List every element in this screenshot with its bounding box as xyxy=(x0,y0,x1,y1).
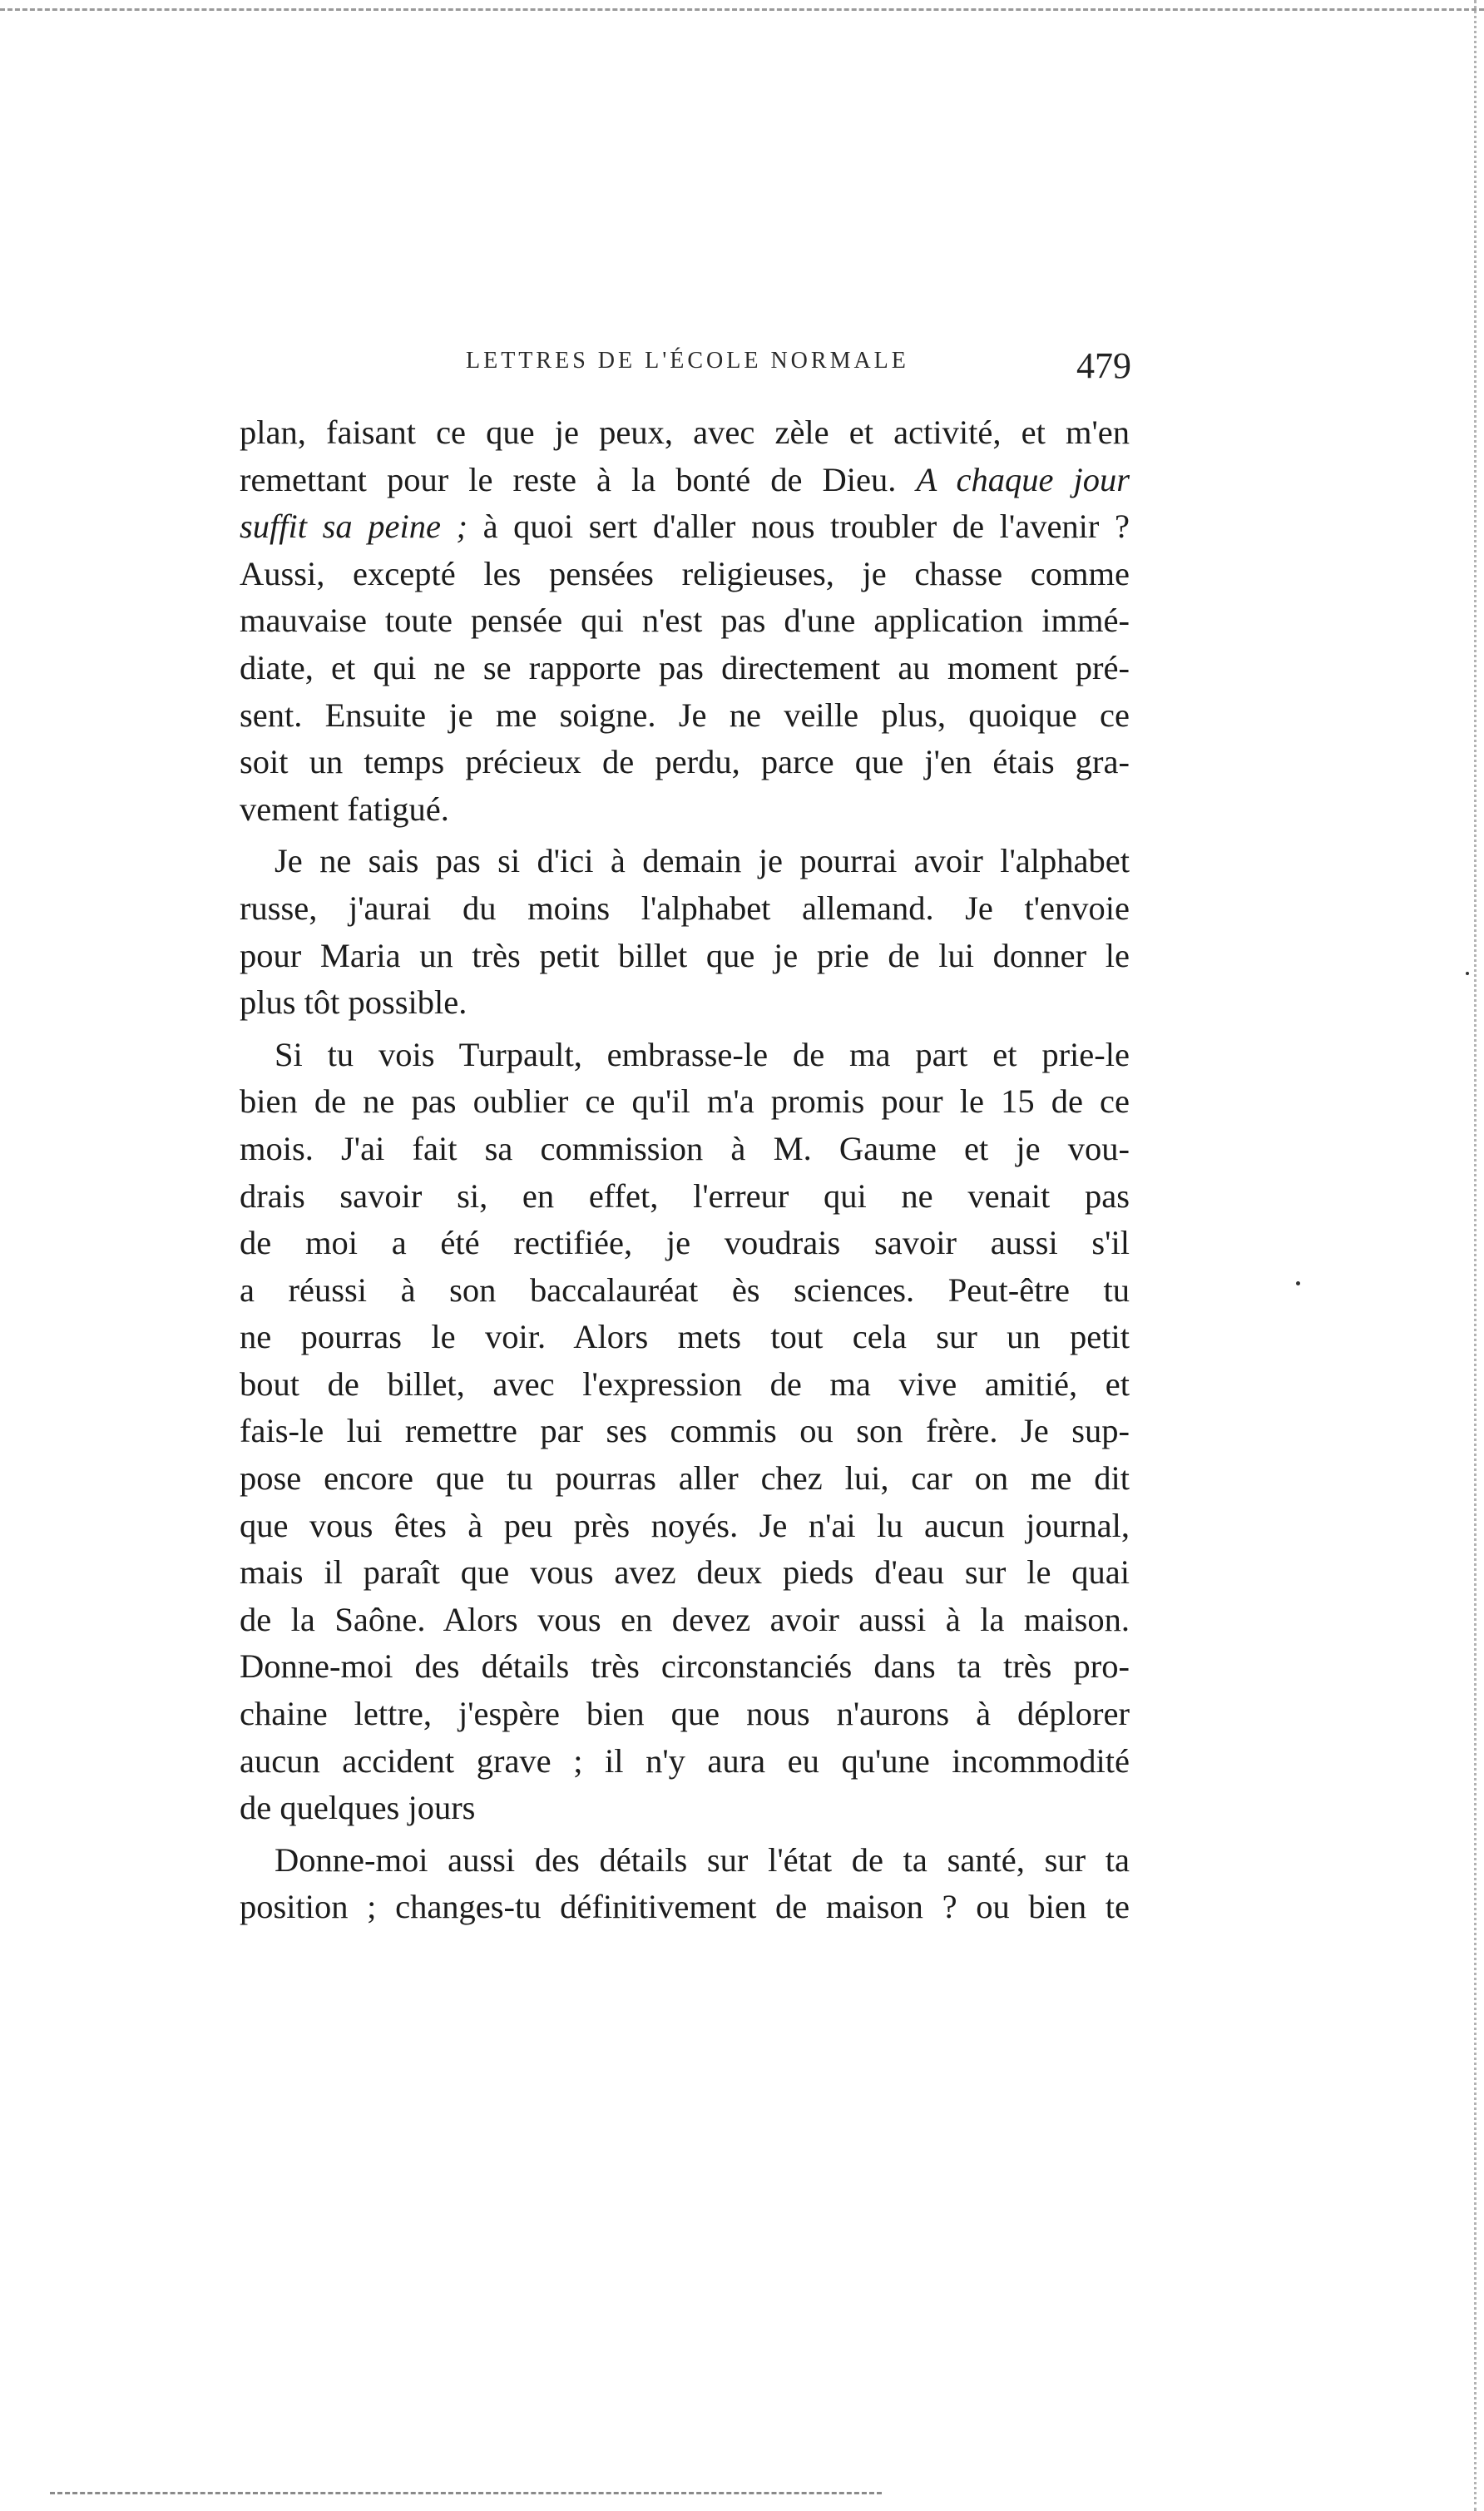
page-number: 479 xyxy=(1076,345,1131,386)
text-line: a réussi à son baccalauréat ès sciences. Peut-être tu xyxy=(240,1270,1130,1309)
text-line: pose encore que tu pourras aller chez lui, car on me dit xyxy=(240,1459,1130,1498)
text-line: Donne-moi des détails très circonstanciés dans ta très pro- xyxy=(240,1647,1130,1686)
text-line: chaine lettre, j'espère bien que nous n'aurons à déplorer xyxy=(240,1695,1130,1733)
text-line: de la Saône. Alors vous en devez avoir aussi à la maison. xyxy=(240,1600,1130,1638)
text-line: bout de billet, avec l'expression de ma vive amitié, et xyxy=(240,1364,1130,1403)
ink-speck xyxy=(1296,1281,1300,1285)
scan-edge-bottom xyxy=(50,2492,882,2494)
text-line: position ; changes-tu définitivement de maison ? ou bien te xyxy=(240,1888,1130,1926)
scan-edge-right xyxy=(1474,0,1477,2511)
ink-speck xyxy=(1466,972,1469,975)
text-line: Je ne sais pas si d'ici à demain je pourrai avoir l'alphabet xyxy=(275,842,1130,880)
text-line: de moi a été rectifiée, je voudrais savoir aussi s'il xyxy=(240,1224,1130,1262)
text-line: bien de ne pas oublier ce qu'il m'a promis pour le 15 de ce xyxy=(240,1082,1130,1121)
text-line: plus tôt possible. xyxy=(240,983,467,1022)
text-line: pour Maria un très petit billet que je prie de lui donner le xyxy=(240,936,1130,974)
text-line: que vous êtes à peu près noyés. Je n'ai lu aucun journal, xyxy=(240,1506,1130,1544)
text-line: russe, j'aurai du moins l'alphabet allemand. Je t'envoie xyxy=(240,889,1130,927)
text-line: fais-le lui remettre par ses commis ou son frère. Je sup- xyxy=(240,1412,1130,1450)
text-line: de quelques jours xyxy=(240,1789,476,1827)
text-line: vement fatigué. xyxy=(240,790,449,828)
body-text xyxy=(240,409,1130,1931)
running-title: LETTRES DE L'ÉCOLE NORMALE xyxy=(466,348,909,374)
italic-phrase: A chaque jour xyxy=(916,460,1130,498)
text-line: ne pourras le voir. Alors mets tout cela sur un petit xyxy=(240,1318,1130,1356)
text-line: Aussi, excepté les pensées religieuses, je chasse comme xyxy=(240,554,1130,592)
italic-phrase: suffit sa peine ; xyxy=(240,508,468,546)
text-line: soit un temps précieux de perdu, parce que j'en étais gra- xyxy=(240,743,1130,781)
text-line: suffit sa peine ; à quoi sert d'aller nous troubler de l'avenir ? xyxy=(240,508,1130,546)
text-line: aucun accident grave ; il n'y aura eu qu'une incommodité xyxy=(240,1741,1130,1780)
text-line: remettant pour le reste à la bonté de Dieu. A chaque jour xyxy=(240,460,1130,498)
text-line: drais savoir si, en effet, l'erreur qui ne venait pas xyxy=(240,1176,1130,1215)
text-line: mais il paraît que vous avez deux pieds d'eau sur le quai xyxy=(240,1553,1130,1592)
text-line: diate, et qui ne se rapporte pas directement au moment pré- xyxy=(240,648,1130,686)
text-line: mois. J'ai fait sa commission à M. Gaume et je vou- xyxy=(240,1129,1130,1167)
text-line: Si tu vois Turpault, embrasse-le de ma part et prie-le xyxy=(275,1035,1130,1073)
running-header xyxy=(466,345,1131,398)
text-line: plan, faisant ce que je peux, avec zèle et activité, et m'en xyxy=(240,414,1130,451)
text-line: mauvaise toute pensée qui n'est pas d'une application immé- xyxy=(240,602,1130,640)
text-line: Donne-moi aussi des détails sur l'état de ta santé, sur ta xyxy=(275,1840,1130,1879)
scan-edge-top xyxy=(0,8,1484,11)
text-line: sent. Ensuite je me soigne. Je ne veille plus, quoique ce xyxy=(240,696,1130,734)
